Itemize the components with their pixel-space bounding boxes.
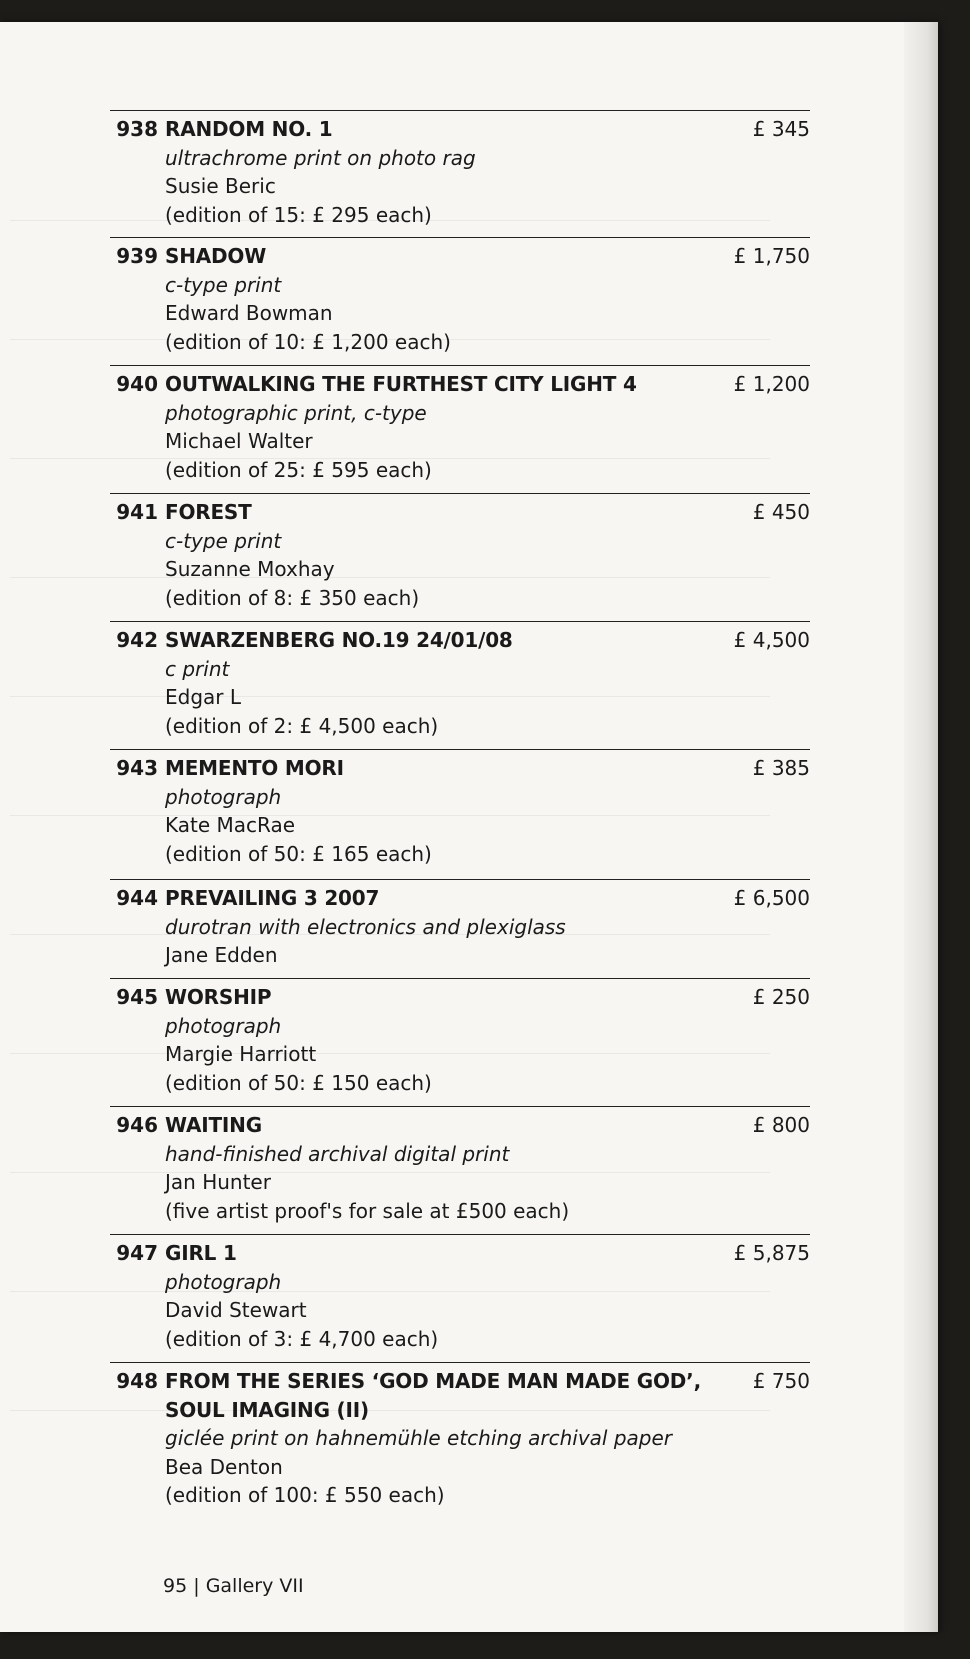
catalogue-entry xyxy=(110,621,810,740)
entry-artist: Kate MacRae xyxy=(165,813,296,837)
entry-price: £ 250 xyxy=(752,985,810,1009)
entry-artist: Bea Denton xyxy=(165,1454,283,1479)
entry-number: 942 xyxy=(116,628,158,652)
entry-price: £ 385 xyxy=(752,756,810,780)
entry-medium: giclée print on hahnemühle etching archival paper xyxy=(165,1426,673,1450)
footer-separator: | xyxy=(193,1575,200,1597)
entry-artist: David Stewart xyxy=(165,1298,307,1322)
entry-title-line-2: SOUL IMAGING (II) xyxy=(165,1397,369,1422)
entry-number: 939 xyxy=(116,244,158,268)
catalogue-entry xyxy=(110,749,810,868)
entry-title: SWARZENBERG NO.19 24/01/08 xyxy=(165,628,513,652)
entry-medium: durotran with electronics and plexiglass xyxy=(165,914,566,939)
entry-number: 940 xyxy=(116,372,158,396)
catalogue-entry xyxy=(110,1362,810,1513)
entry-medium: photographic print, c-type xyxy=(165,400,427,425)
catalogue-entry xyxy=(110,1234,810,1353)
entry-number: 938 xyxy=(116,117,158,141)
entry-number: 946 xyxy=(116,1113,158,1137)
entry-title: SHADOW xyxy=(165,244,267,268)
entry-title: OUTWALKING THE FURTHEST CITY LIGHT 4 xyxy=(165,372,637,396)
page-number: 95 xyxy=(163,1575,188,1597)
entry-number: 947 xyxy=(116,1241,158,1265)
entry-edition: (edition of 15: £ 295 each) xyxy=(165,202,432,227)
entry-title: FOREST xyxy=(165,500,252,524)
entry-medium: photograph xyxy=(165,1269,282,1294)
entry-price: £ 750 xyxy=(752,1369,810,1393)
entry-number: 948 xyxy=(116,1369,158,1393)
page-edge xyxy=(904,22,938,1632)
entry-artist: Edgar L xyxy=(165,685,242,709)
entry-artist: Michael Walter xyxy=(165,429,313,453)
entry-artist: Margie Harriott xyxy=(165,1042,317,1066)
entry-title: WAITING xyxy=(165,1113,262,1137)
entry-artist: Susie Beric xyxy=(165,174,276,198)
entry-medium: photograph xyxy=(165,1013,282,1038)
entry-edition: (edition of 50: £ 150 each) xyxy=(165,1070,432,1095)
entry-artist: Jan Hunter xyxy=(165,1170,271,1194)
entry-number: 943 xyxy=(116,756,158,780)
entry-medium: ultrachrome print on photo rag xyxy=(165,145,476,170)
catalogue-entry xyxy=(110,493,810,612)
entry-price: £ 4,500 xyxy=(733,628,810,652)
entry-title: RANDOM NO. 1 xyxy=(165,117,333,141)
entry-edition: (edition of 10: £ 1,200 each) xyxy=(165,329,451,354)
entry-number: 941 xyxy=(116,500,158,524)
entry-number: 944 xyxy=(116,886,158,910)
catalogue-entry xyxy=(110,978,810,1097)
entry-medium: photograph xyxy=(165,784,282,809)
section-name: Gallery VII xyxy=(205,1575,304,1597)
entry-artist: Jane Edden xyxy=(165,943,278,967)
entry-edition: (five artist proof's for sale at £500 each) xyxy=(165,1198,570,1223)
entry-title: PREVAILING 3 2007 xyxy=(165,886,380,910)
entry-title: GIRL 1 xyxy=(165,1241,237,1265)
entry-medium: c-type print xyxy=(165,272,282,297)
entry-price: £ 1,750 xyxy=(733,244,810,268)
entry-price: £ 1,200 xyxy=(733,372,810,396)
entry-medium: c print xyxy=(165,656,230,681)
catalogue-entry xyxy=(110,365,810,484)
entry-price: £ 5,875 xyxy=(733,1241,810,1265)
entry-price: £ 800 xyxy=(752,1113,810,1137)
entry-edition: (edition of 8: £ 350 each) xyxy=(165,585,420,610)
entry-edition: (edition of 2: £ 4,500 each) xyxy=(165,713,439,738)
catalogue-entry xyxy=(110,237,810,356)
catalogue-entry xyxy=(110,879,810,970)
entry-price: £ 450 xyxy=(752,500,810,524)
entry-edition: (edition of 50: £ 165 each) xyxy=(165,841,432,866)
catalogue-entry xyxy=(110,1106,810,1225)
entry-medium: hand-finished archival digital print xyxy=(165,1141,510,1166)
entry-title: WORSHIP xyxy=(165,985,272,1009)
page-footer xyxy=(163,1575,304,1597)
entry-edition: (edition of 3: £ 4,700 each) xyxy=(165,1326,439,1351)
entry-edition: (edition of 100: £ 550 each) xyxy=(165,1483,445,1507)
catalogue-page xyxy=(0,22,938,1632)
catalogue-entry xyxy=(110,110,810,229)
entry-medium: c-type print xyxy=(165,528,282,553)
entry-title: MEMENTO MORI xyxy=(165,756,344,780)
entry-price: £ 6,500 xyxy=(733,886,810,910)
entry-title: FROM THE SERIES ‘GOD MADE MAN MADE GOD’, xyxy=(165,1369,701,1393)
entry-edition: (edition of 25: £ 595 each) xyxy=(165,457,432,482)
entry-number: 945 xyxy=(116,985,158,1009)
entry-price: £ 345 xyxy=(752,117,810,141)
entry-artist: Edward Bowman xyxy=(165,301,333,325)
entry-artist: Suzanne Moxhay xyxy=(165,557,335,581)
